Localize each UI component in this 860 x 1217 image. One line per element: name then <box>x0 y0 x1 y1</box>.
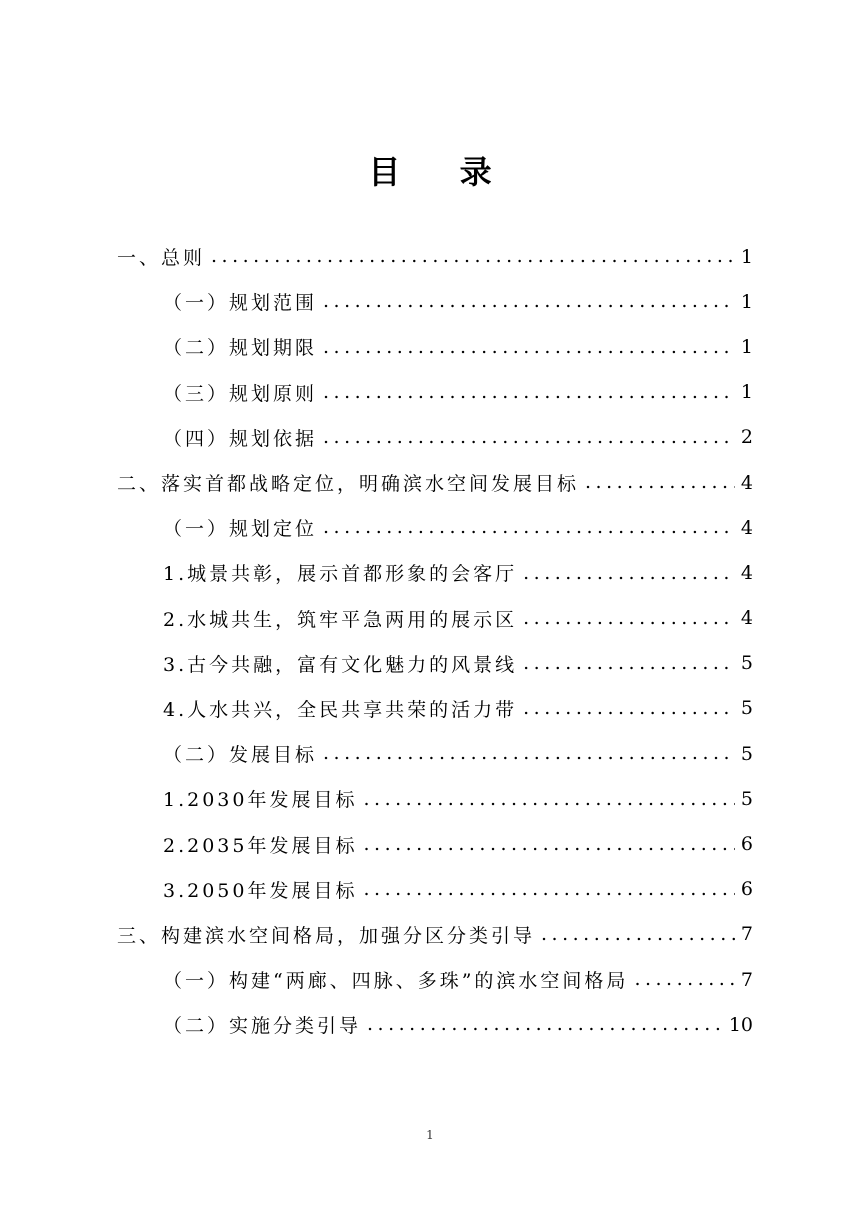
toc-entry-page: 4 <box>740 607 753 630</box>
toc-leader-dots <box>634 966 734 993</box>
toc-leader-dots <box>323 334 735 361</box>
toc-leader-dots <box>323 379 735 406</box>
toc-entry[interactable] <box>117 370 753 415</box>
toc-entry-label: 2.2035年发展目标 <box>163 834 358 857</box>
toc-entry[interactable] <box>117 821 753 866</box>
toc-entry[interactable] <box>117 234 753 279</box>
toc-entry[interactable] <box>117 912 753 957</box>
toc-entry-page: 6 <box>740 833 753 856</box>
toc-entry-label: 2.水城共生，筑牢平急两用的展示区 <box>163 608 518 631</box>
toc-entry[interactable] <box>117 957 753 1002</box>
toc-entry-label: （四）规划依据 <box>163 427 318 450</box>
page-title: 目 录 <box>368 153 516 191</box>
toc-entry-label: 一、总则 <box>117 247 206 270</box>
toc-entry-page: 4 <box>740 516 753 539</box>
toc-entry-label: （一）规划范围 <box>163 292 318 315</box>
toc-entry[interactable] <box>117 279 753 324</box>
toc-entry-page: 7 <box>740 923 753 946</box>
toc-entry-page: 5 <box>740 742 753 765</box>
toc-entry-label: 3.古今共融，富有文化魅力的风景线 <box>163 653 518 676</box>
toc-entry-page: 2 <box>740 426 753 449</box>
table-of-contents <box>117 234 753 1047</box>
toc-entry-page: 1 <box>740 290 753 313</box>
toc-leader-dots <box>367 1011 723 1038</box>
toc-leader-dots <box>363 831 734 858</box>
toc-entry-page: 1 <box>740 381 753 404</box>
toc-entry[interactable] <box>117 415 753 460</box>
toc-leader-dots <box>541 921 735 948</box>
toc-entry-page: 5 <box>740 697 753 720</box>
toc-entry-label: 1.2030年发展目标 <box>163 789 358 812</box>
toc-entry[interactable] <box>117 1002 753 1047</box>
toc-entry[interactable] <box>117 550 753 595</box>
toc-entry[interactable] <box>117 686 753 731</box>
toc-entry[interactable] <box>117 641 753 686</box>
toc-leader-dots <box>523 560 735 587</box>
toc-leader-dots <box>363 876 734 903</box>
toc-entry[interactable] <box>117 460 753 505</box>
toc-leader-dots <box>523 605 735 632</box>
page-number: 1 <box>426 1128 434 1142</box>
toc-leader-dots <box>323 514 735 541</box>
toc-leader-dots <box>323 288 735 315</box>
toc-entry-label: （一）构建“两廊、四脉、多珠”的滨水空间格局 <box>163 970 629 993</box>
toc-leader-dots <box>523 650 735 677</box>
toc-entry[interactable] <box>117 776 753 821</box>
toc-entry[interactable] <box>117 324 753 369</box>
toc-entry-page: 6 <box>740 878 753 901</box>
toc-leader-dots <box>523 695 735 722</box>
toc-entry-label: （三）规划原则 <box>163 382 318 405</box>
toc-entry-page: 4 <box>740 561 753 584</box>
toc-entry-label: 二、落实首都战略定位，明确滨水空间发展目标 <box>117 473 580 496</box>
toc-entry-label: 1.城景共彰，展示首都形象的会客厅 <box>163 563 518 586</box>
toc-entry[interactable] <box>117 505 753 550</box>
toc-entry[interactable] <box>117 596 753 641</box>
toc-entry-page: 5 <box>740 652 753 675</box>
toc-leader-dots <box>585 469 735 496</box>
toc-entry-label: 三、构建滨水空间格局，加强分区分类引导 <box>117 924 536 947</box>
toc-entry-label: （二）实施分类引导 <box>163 1015 362 1038</box>
toc-entry-page: 1 <box>740 335 753 358</box>
toc-leader-dots <box>211 243 735 270</box>
toc-entry[interactable] <box>117 867 753 912</box>
toc-entry-label: 3.2050年发展目标 <box>163 879 358 902</box>
toc-entry-page: 7 <box>740 968 753 991</box>
toc-entry-label: 4.人水共兴，全民共享共荣的活力带 <box>163 698 518 721</box>
toc-entry-page: 4 <box>740 471 753 494</box>
toc-entry[interactable] <box>117 731 753 776</box>
toc-entry-label: （二）发展目标 <box>163 744 318 767</box>
toc-leader-dots <box>363 786 734 813</box>
toc-entry-page: 1 <box>740 245 753 268</box>
toc-entry-page: 10 <box>728 1013 753 1036</box>
toc-entry-label: （二）规划期限 <box>163 337 318 360</box>
toc-entry-page: 5 <box>740 787 753 810</box>
toc-leader-dots <box>323 740 735 767</box>
toc-entry-label: （一）规划定位 <box>163 518 318 541</box>
toc-leader-dots <box>323 424 735 451</box>
